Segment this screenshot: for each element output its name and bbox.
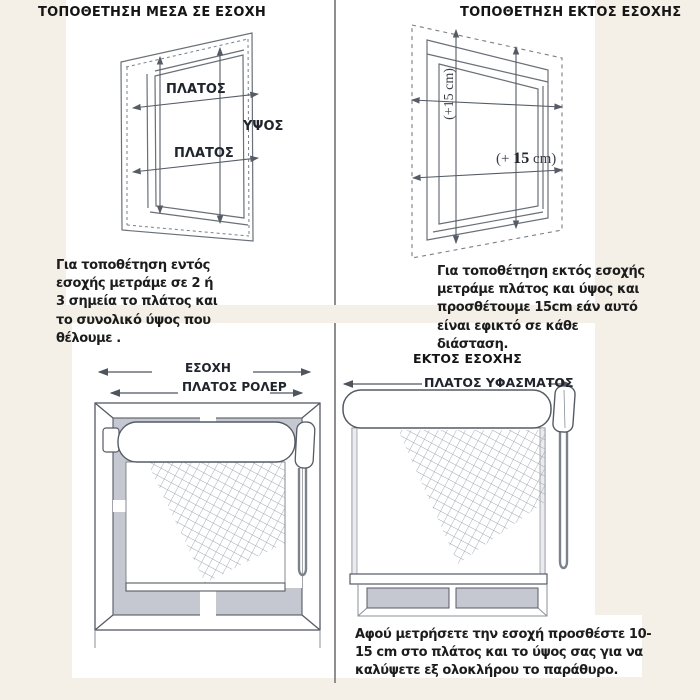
label-height: ΥΨΟΣ xyxy=(243,119,284,134)
label-plus15-vertical: (+15 cm) xyxy=(442,68,457,120)
title-outside-recess-bottom: ΕΚΤΟΣ ΕΣΟΧΗΣ xyxy=(413,351,523,366)
description-outside-recess: Για τοποθέτηση εκτός εσοχής μετράμε πλάτος και ύψος και προσθέτουμε 15cm εάν αυτό είναι εφικτό σε κάθε διάσταση. xyxy=(437,264,645,352)
roller-inside-recess-diagram xyxy=(85,355,335,655)
title-outside-recess: ΤΟΠΟΘΕΤΗΣΗ ΕΚΤΟΣ ΕΣΟΧΗΣ xyxy=(460,5,682,20)
label-plus15-horizontal xyxy=(496,150,556,168)
label-width-bottom: ΠΛΑΤΟΣ xyxy=(174,146,234,161)
description-add-10-15: Αφού μετρήσετε την εσοχή προσθέστε 10-15 cm στο πλάτος και το ύψος σας για να καλύψετε εξ ολοκλήρου το παράθυρο. xyxy=(355,627,652,679)
plus15-suffix: cm) xyxy=(532,151,557,167)
label-width-top: ΠΛΑΤΟΣ xyxy=(166,82,226,97)
label-recess: ΕΣΟΧΗ xyxy=(185,361,231,375)
description-inside-recess: Για τοποθέτηση εντός εσοχής μετράμε σε 2 ή 3 σημεία το πλάτος και το συνολικό ύψος που θέλουμε . xyxy=(56,258,218,346)
plus15-number: 15 xyxy=(513,150,530,167)
title-inside-recess: ΤΟΠΟΘΕΤΗΣΗ ΜΕΣΑ ΣΕ ΕΣΟΧΗ xyxy=(38,5,266,20)
label-fabric-width: ΠΛΑΤΟΣ ΥΦΑΣΜΑΤΟΣ xyxy=(424,375,574,390)
plus15-prefix: (+ xyxy=(496,151,510,167)
roller-outside-recess-diagram xyxy=(340,376,650,626)
window-inside-recess-diagram xyxy=(70,20,360,260)
label-roller-width: ΠΛΑΤΟΣ ΡΟΛΕΡ xyxy=(182,380,287,394)
